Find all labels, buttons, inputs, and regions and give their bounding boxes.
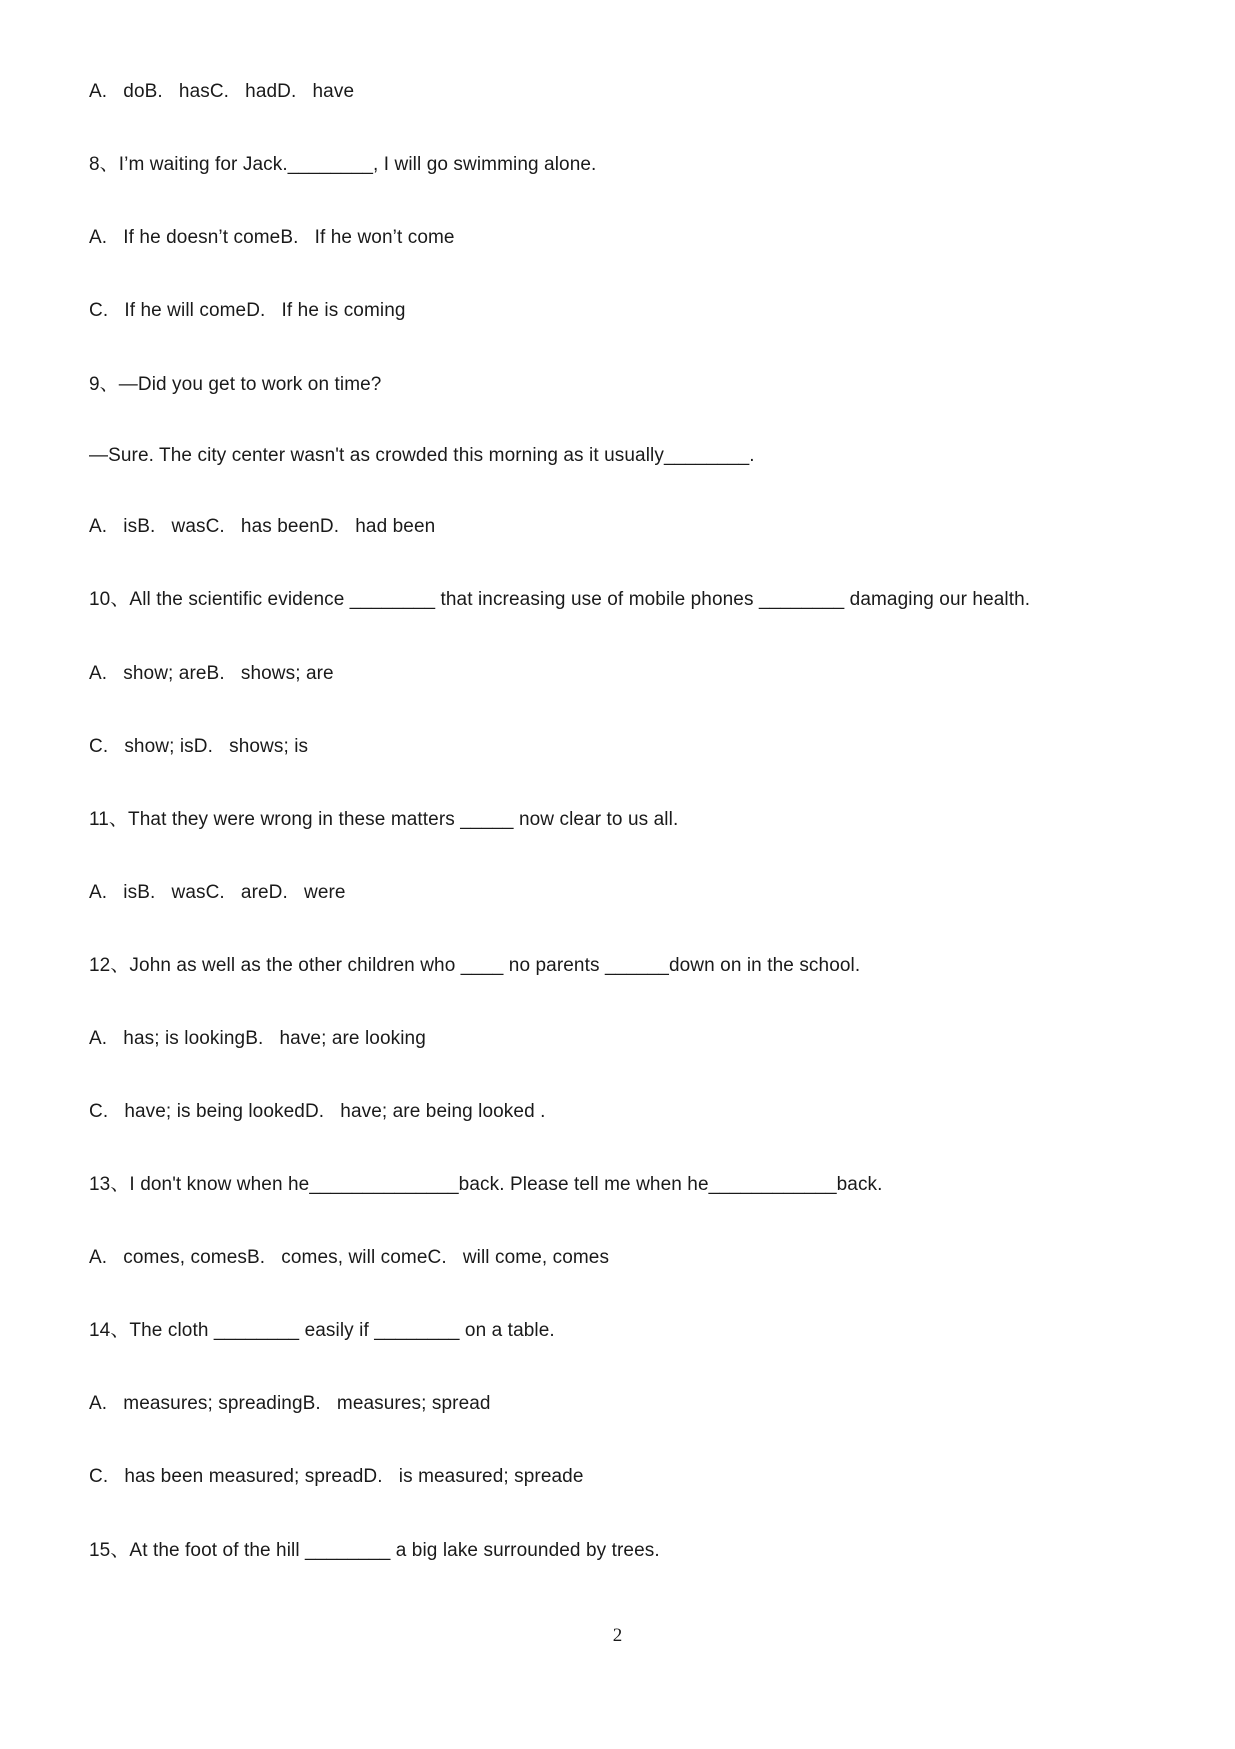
question-14: 14、The cloth ________ easily if ________ on a table. [89, 1320, 555, 1341]
question-8: 8、I’m waiting for Jack.________, I will go swimming alone. [89, 154, 597, 175]
answer-options-q10-ab: A. show; areB. shows; are [89, 663, 334, 684]
question-12: 12、John as well as the other children who ____ no parents ______down on in the school. [89, 955, 861, 976]
answer-options-q12-ab: A. has; is lookingB. have; are looking [89, 1028, 426, 1049]
question-9: 9、—Did you get to work on time? [89, 374, 382, 395]
question-10: 10、All the scientific evidence ________ that increasing use of mobile phones ________ damaging our health. [89, 589, 1031, 610]
answer-options-q10-cd: C. show; isD. shows; is [89, 736, 309, 757]
answer-options-q9: A. isB. wasC. has beenD. had been [89, 516, 436, 537]
answer-options-q8-ab: A. If he doesn’t comeB. If he won’t come [89, 227, 455, 248]
answer-options-q11: A. isB. wasC. areD. were [89, 882, 346, 903]
question-9-reply: —Sure. The city center wasn't as crowded this morning as it usually________. [89, 445, 755, 466]
answer-options-q8-cd: C. If he will comeD. If he is coming [89, 300, 406, 321]
question-13: 13、I don't know when he______________back. Please tell me when he____________back. [89, 1174, 883, 1195]
question-15: 15、At the foot of the hill ________ a big lake surrounded by trees. [89, 1540, 660, 1561]
answer-options-q14-ab: A. measures; spreadingB. measures; spread [89, 1393, 491, 1414]
answer-options-q14-cd: C. has been measured; spreadD. is measured; spreade [89, 1466, 584, 1487]
page-number: 2 [612, 1625, 623, 1646]
answer-options-q7: A. doB. hasC. hadD. have [89, 81, 355, 102]
answer-options-q13: A. comes, comesB. comes, will comeC. will come, comes [89, 1247, 610, 1268]
answer-options-q12-cd: C. have; is being lookedD. have; are being looked . [89, 1101, 546, 1122]
question-11: 11、That they were wrong in these matters _____ now clear to us all. [89, 809, 679, 830]
